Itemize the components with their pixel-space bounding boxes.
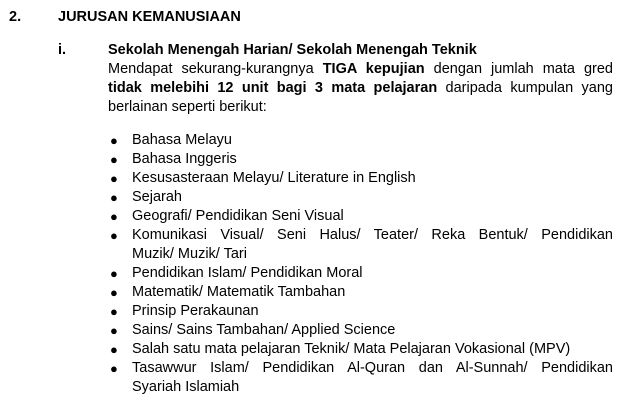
subject-label	[132, 169, 613, 188]
subject-label	[132, 207, 613, 226]
subject-list-item	[108, 169, 613, 188]
subject-label-line: Salah satu mata pelajaran Teknik/ Mata Pelajaran Vokasional (MPV)	[132, 341, 571, 357]
subject-list-item	[108, 150, 613, 169]
bullet-icon: ●	[110, 209, 118, 224]
subject-list-item	[108, 283, 613, 302]
paragraph-line-2	[108, 79, 613, 98]
subject-list-item	[108, 131, 613, 150]
subject-list-item	[108, 321, 613, 340]
bullet-icon: ●	[110, 342, 118, 357]
bullet-icon: ●	[110, 152, 118, 167]
subject-list-item	[108, 302, 613, 321]
bullet-icon: ●	[110, 323, 118, 338]
subject-label-line: Geografi/ Pendidikan Seni Visual	[132, 208, 344, 224]
section-number: 2.	[9, 9, 22, 25]
subject-label	[132, 359, 613, 397]
bullet-icon: ●	[110, 361, 118, 376]
section-title: JURUSAN KEMANUSIAAN	[58, 9, 241, 25]
subject-list-item	[108, 359, 613, 397]
subject-label-line: Sains/ Sains Tambahan/ Applied Science	[132, 322, 396, 338]
subject-label	[132, 340, 613, 359]
subject-label-line: Tasawwur Islam/ Pendidikan Al-Quran dan Al-Sunnah/ Pendidikan	[132, 360, 613, 376]
paragraph-line-3: berlainan seperti berikut:	[108, 99, 267, 115]
bullet-icon: ●	[110, 190, 118, 205]
subject-list-item	[108, 226, 613, 264]
subject-label-line: Bahasa Melayu	[132, 132, 232, 148]
paragraph-emphasis: TIGA kepujian	[322, 61, 425, 77]
paragraph-emphasis: tidak melebihi 12 unit bagi 3 mata pelajaran	[108, 80, 438, 96]
subject-label-line: Prinsip Perakaunan	[132, 303, 259, 319]
subject-label	[132, 131, 613, 150]
subject-list-item	[108, 207, 613, 226]
paragraph-text: daripada kumpulan yang	[437, 80, 613, 96]
subject-label	[132, 150, 613, 169]
subject-label	[132, 264, 613, 283]
subject-label-line: Matematik/ Matematik Tambahan	[132, 284, 346, 300]
subject-label	[132, 226, 613, 264]
subject-label-line: Bahasa Inggeris	[132, 151, 237, 167]
subject-list-item	[108, 188, 613, 207]
paragraph-text: Mendapat sekurang-kurangnya	[108, 61, 323, 77]
subject-label	[132, 302, 613, 321]
paragraph-line-1	[108, 60, 613, 79]
bullet-icon: ●	[110, 304, 118, 319]
subsection-number: i.	[58, 42, 67, 58]
paragraph-text: dengan jumlah mata gred	[424, 61, 613, 77]
subject-label	[132, 188, 613, 207]
subject-label-line: Sejarah	[132, 189, 182, 205]
subsection-title: Sekolah Menengah Harian/ Sekolah Menengah Teknik	[108, 42, 477, 58]
bullet-icon: ●	[110, 285, 118, 300]
subject-label	[132, 321, 613, 340]
requirement-paragraph	[108, 60, 613, 117]
subject-label-line: Syariah Islamiah	[132, 379, 240, 395]
bullet-icon: ●	[110, 171, 118, 186]
subject-list	[108, 131, 613, 397]
subject-label	[132, 283, 613, 302]
subject-list-item	[108, 264, 613, 283]
bullet-icon: ●	[110, 133, 118, 148]
subsection-block	[108, 41, 613, 117]
subject-label-line: Kesusasteraan Melayu/ Literature in English	[132, 170, 416, 186]
subject-label-line: Muzik/ Muzik/ Tari	[132, 246, 247, 262]
subject-label-line: Komunikasi Visual/ Seni Halus/ Teater/ Reka Bentuk/ Pendidikan	[132, 227, 613, 243]
bullet-icon: ●	[110, 266, 118, 281]
subject-label-line: Pendidikan Islam/ Pendidikan Moral	[132, 265, 363, 281]
bullet-icon: ●	[110, 228, 118, 243]
subject-list-item	[108, 340, 613, 359]
